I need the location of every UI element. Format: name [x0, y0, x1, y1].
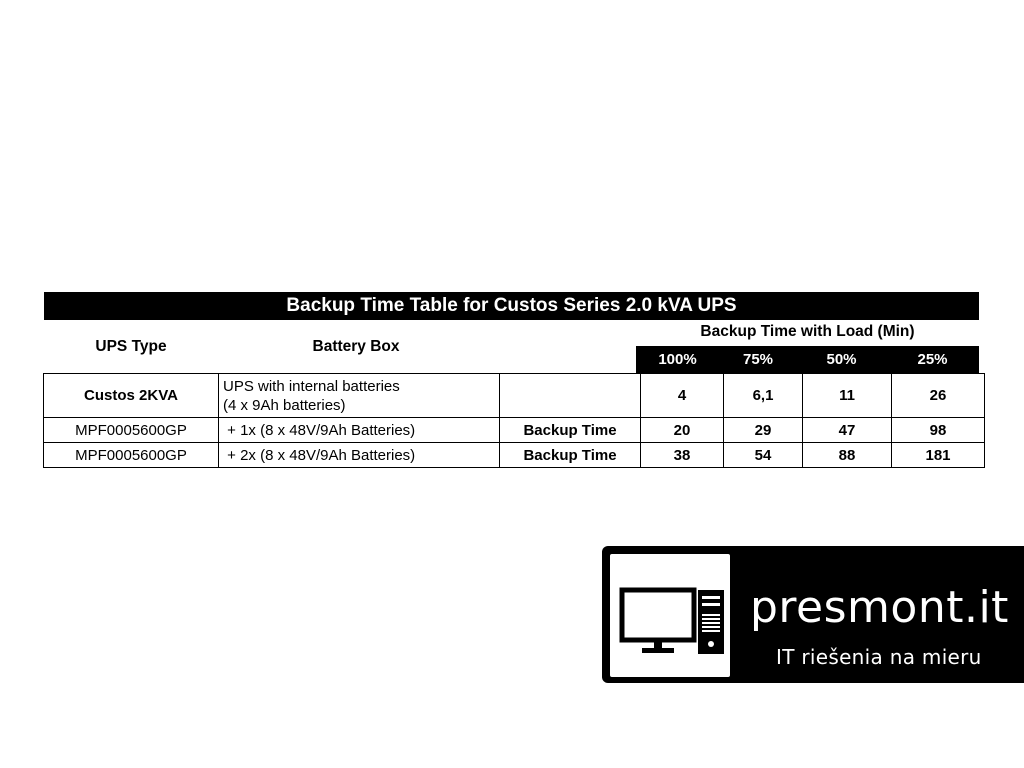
table-row — [44, 374, 985, 418]
value-cell: 4 — [641, 374, 724, 418]
battery-box-cell: + 2x (8 x 48V/9Ah Batteries) — [219, 443, 500, 468]
label-cell — [500, 374, 641, 418]
logo-tagline: IT riešenia na mieru — [776, 645, 982, 669]
value-cell: 47 — [803, 418, 892, 443]
label-cell: Backup Time — [500, 443, 641, 468]
ups-type-cell: MPF0005600GP — [44, 418, 219, 443]
value-cell: 29 — [724, 418, 803, 443]
value-cell: 98 — [892, 418, 985, 443]
value-cell: 26 — [892, 374, 985, 418]
ups-type-cell: MPF0005600GP — [44, 443, 219, 468]
battery-box-line: UPS with internal batteries — [223, 377, 400, 395]
backup-load-header: Backup Time with Load (Min) — [700, 323, 915, 340]
label-cell: Backup Time — [500, 418, 641, 443]
battery-box-cell: + 1x (8 x 48V/9Ah Batteries) — [219, 418, 500, 443]
battery-box-line: (4 x 9Ah batteries) — [223, 396, 346, 414]
load-100-header: 100% — [636, 346, 719, 373]
load-25-header: 25% — [886, 346, 979, 373]
battery-box-cell — [219, 374, 500, 418]
value-cell: 6,1 — [724, 374, 803, 418]
ups-type-header: UPS Type — [95, 338, 167, 355]
ups-type-cell: Custos 2KVA — [44, 374, 219, 418]
value-cell: 38 — [641, 443, 724, 468]
presmont-logo[interactable] — [602, 546, 1024, 683]
load-50-header: 50% — [797, 346, 886, 373]
table-title: Backup Time Table for Custos Series 2.0 kVA UPS — [44, 292, 979, 320]
table-row — [44, 418, 985, 443]
value-cell: 54 — [724, 443, 803, 468]
logo-name: presmont.it — [750, 582, 1009, 633]
value-cell: 20 — [641, 418, 724, 443]
backup-time-table — [43, 373, 985, 468]
load-75-header: 75% — [719, 346, 797, 373]
value-cell: 181 — [892, 443, 985, 468]
battery-box-header: Battery Box — [312, 338, 400, 355]
value-cell: 11 — [803, 374, 892, 418]
value-cell: 88 — [803, 443, 892, 468]
table-row — [44, 443, 985, 468]
computer-icon — [610, 554, 730, 677]
